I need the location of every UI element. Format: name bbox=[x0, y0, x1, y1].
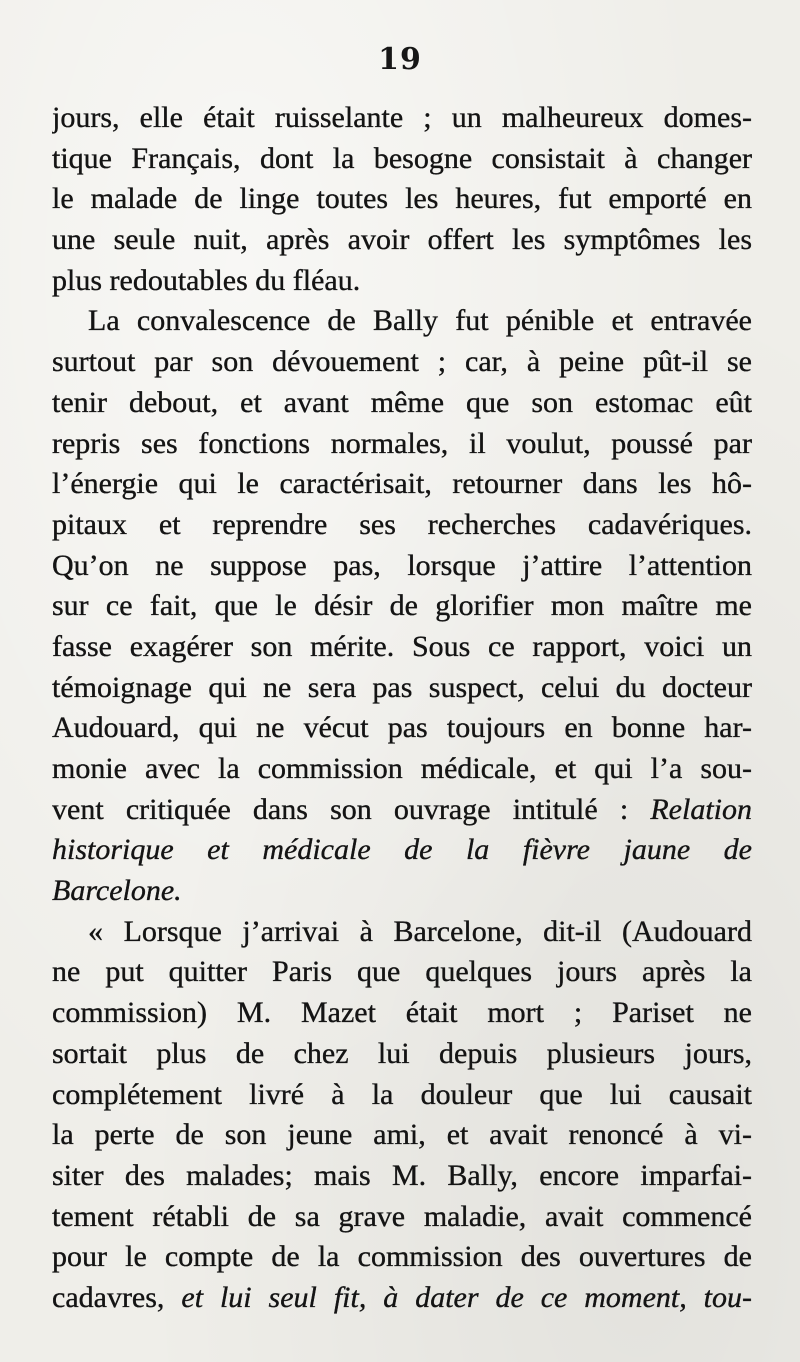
text-line bbox=[52, 546, 752, 587]
italic-text: Barcelone. bbox=[52, 874, 182, 908]
text-line bbox=[52, 627, 752, 668]
line-text: tique Français, dont la besogne consistait à changer bbox=[52, 141, 752, 175]
text-line bbox=[52, 1034, 752, 1075]
line-text: pour le compte de la commission des ouvertures de bbox=[52, 1240, 752, 1274]
text-line bbox=[52, 179, 752, 220]
line-text: commission) M. Mazet était mort ; Pariset ne bbox=[52, 996, 752, 1030]
text-line bbox=[52, 424, 752, 465]
text-line bbox=[52, 1075, 752, 1116]
text-line bbox=[52, 1278, 752, 1319]
text-line bbox=[52, 342, 752, 383]
italic-text: et lui seul fit, à dater de ce moment, tou- bbox=[181, 1280, 752, 1314]
text-line bbox=[52, 261, 752, 302]
text-line bbox=[52, 790, 752, 831]
body-text bbox=[52, 98, 752, 1319]
text-line bbox=[52, 505, 752, 546]
line-text: fasse exagérer son mérite. Sous ce rapport, voici un bbox=[52, 629, 752, 663]
text-line bbox=[52, 301, 752, 342]
text-line bbox=[52, 383, 752, 424]
line-text: sur ce fait, que le désir de glorifier mon maître me bbox=[52, 589, 752, 623]
line-text: cadavres, bbox=[52, 1280, 182, 1314]
line-text: « Lorsque j’arrivai à Barcelone, dit-il (Audouard bbox=[88, 914, 752, 948]
line-text: le malade de linge toutes les heures, fut emporté en bbox=[52, 182, 752, 216]
line-text: surtout par son dévouement ; car, à peine pût-il se bbox=[52, 345, 752, 379]
line-text: tement rétabli de sa grave maladie, avait commencé bbox=[52, 1199, 752, 1233]
line-text: témoignage qui ne sera pas suspect, celui du docteur bbox=[52, 670, 752, 704]
line-text: siter des malades; mais M. Bally, encore imparfai- bbox=[52, 1158, 752, 1192]
line-text: complétement livré à la douleur que lui causait bbox=[52, 1077, 752, 1111]
line-text: repris ses fonctions normales, il voulut, poussé par bbox=[52, 426, 752, 460]
line-text: sortait plus de chez lui depuis plusieurs jours, bbox=[52, 1036, 752, 1070]
italic-text: Relation bbox=[650, 792, 752, 826]
line-text: vent critiquée dans son ouvrage intitulé : bbox=[52, 792, 651, 826]
line-text: une seule nuit, après avoir offert les symptômes les bbox=[52, 223, 752, 257]
text-line bbox=[52, 912, 752, 953]
text-line bbox=[52, 98, 752, 139]
text-line bbox=[52, 1115, 752, 1156]
line-text: plus redoutables du fléau. bbox=[52, 263, 361, 297]
line-text: Qu’on ne suppose pas, lorsque j’attire l’attention bbox=[52, 548, 752, 582]
text-line bbox=[52, 464, 752, 505]
text-line bbox=[52, 1237, 752, 1278]
text-line bbox=[52, 830, 752, 871]
italic-text: historique et médicale de la fièvre jaune de bbox=[52, 833, 752, 867]
line-text: Audouard, qui ne vécut pas toujours en bonne har- bbox=[52, 711, 752, 745]
line-text: jours, elle était ruisselante ; un malheureux domes- bbox=[52, 101, 752, 134]
line-text: ne put quitter Paris que quelques jours après la bbox=[52, 955, 752, 989]
text-line bbox=[52, 586, 752, 627]
text-line bbox=[52, 1156, 752, 1197]
text-line bbox=[52, 749, 752, 790]
text-line bbox=[52, 708, 752, 749]
line-text: La convalescence de Bally fut pénible et entravée bbox=[88, 304, 752, 338]
line-text: la perte de son jeune ami, et avait renoncé à vi- bbox=[52, 1118, 752, 1152]
page-number: 19 bbox=[378, 42, 422, 77]
text-line bbox=[52, 871, 752, 912]
text-line bbox=[52, 952, 752, 993]
line-text: l’énergie qui le caractérisait, retourner dans les hô- bbox=[52, 467, 752, 501]
line-text: tenir debout, et avant même que son estomac eût bbox=[52, 385, 752, 419]
text-line bbox=[52, 1197, 752, 1238]
text-line bbox=[52, 139, 752, 180]
line-text: pitaux et reprendre ses recherches cadavériques. bbox=[52, 507, 752, 541]
text-line bbox=[52, 993, 752, 1034]
text-line bbox=[52, 220, 752, 261]
text-line bbox=[52, 668, 752, 709]
line-text: monie avec la commission médicale, et qui l’a sou- bbox=[52, 752, 752, 785]
